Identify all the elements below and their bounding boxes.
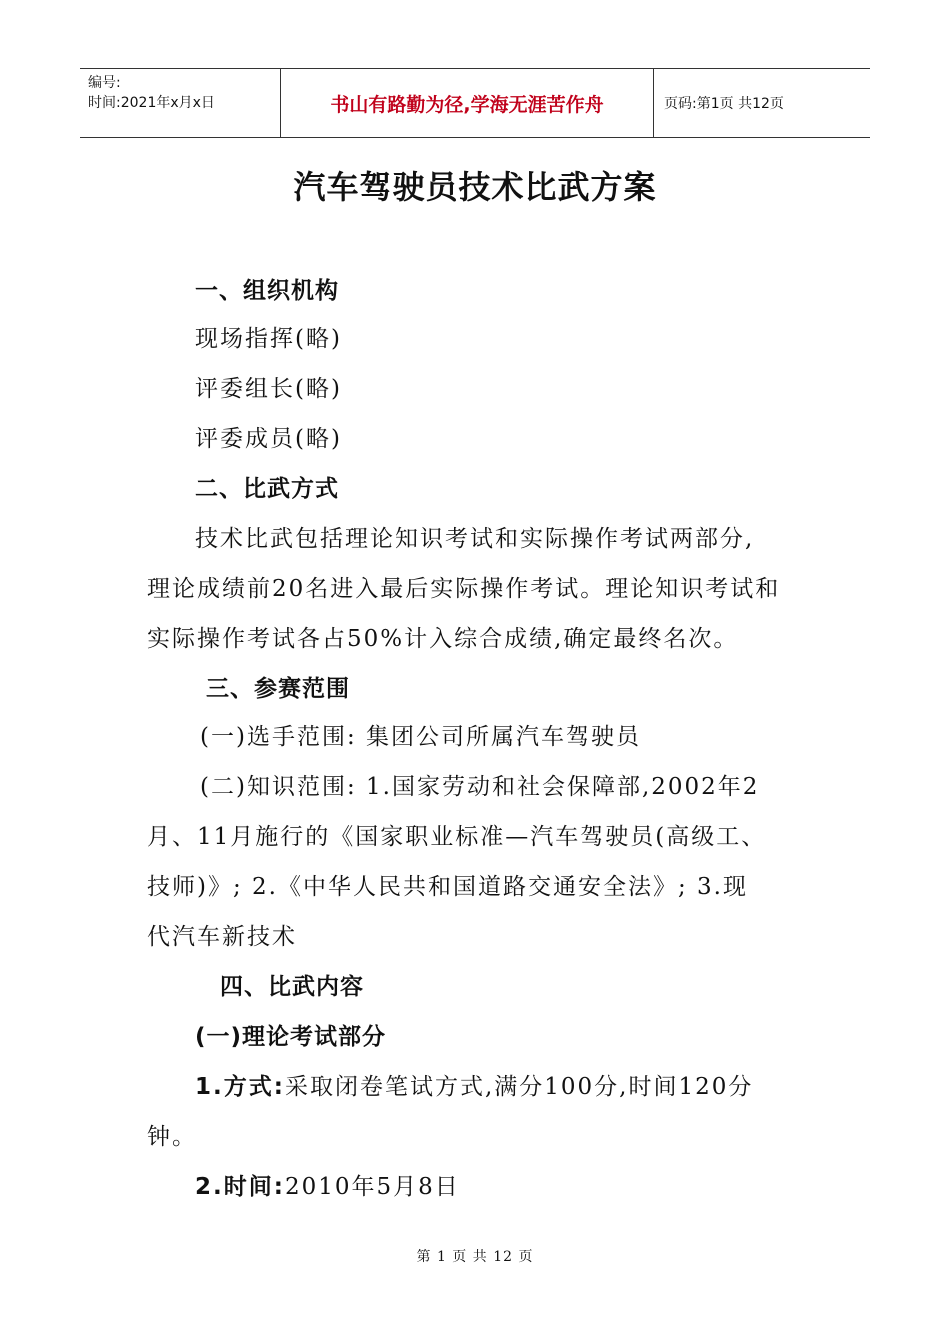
document-number-label: 编号: [88,75,121,91]
document-title: 汽车驾驶员技术比武方案 [293,168,657,206]
paragraph-line: 代汽车新技术 [147,924,297,950]
header-motto: 书山有路勤为径,学海无涯苦作舟 [280,69,654,137]
paragraph-line: 技师)》; 2.《中华人民共和国道路交通安全法》; 3.现 [147,874,748,900]
paragraph-line [195,1068,753,1101]
item-text: 采取闭卷笔试方式,满分100分,时间120分 [284,1074,754,1100]
page-footer: 第 1 页 共 12 页 [416,1249,534,1265]
section-4-subheading: (一)理论考试部分 [195,1024,387,1050]
item-text: 2010年5月8日 [284,1174,460,1200]
paragraph-line: 钟。 [147,1124,197,1150]
paragraph-line: 技术比武包括理论知识考试和实际操作考试两部分, [195,526,755,552]
section-1-heading: 一、组织机构 [195,278,339,304]
item-label: 1.方式: [195,1074,285,1100]
document-date-label: 时间:2021年x月x日 [88,95,215,111]
section-4-heading: 四、比武内容 [220,974,364,1000]
section-1-item: 评委成员(略) [195,426,342,452]
section-1-item: 评委组长(略) [195,376,342,402]
paragraph-line: (一)选手范围: 集团公司所属汽车驾驶员 [200,724,642,750]
section-2-heading: 二、比武方式 [195,476,339,502]
header-meta [80,69,280,137]
paragraph-line [195,1168,460,1201]
paragraph-line: 月、11月施行的《国家职业标准—汽车驾驶员(高级工、 [147,824,767,850]
item-label: 2.时间: [195,1174,285,1200]
section-1-item: 现场指挥(略) [195,326,342,352]
paragraph-line: 理论成绩前20名进入最后实际操作考试。理论知识考试和 [147,576,781,602]
paragraph-line: (二)知识范围: 1.国家劳动和社会保障部,2002年2 [200,774,760,800]
section-3-heading: 三、参赛范围 [206,676,350,702]
document-header [80,68,870,138]
paragraph-line: 实际操作考试各占50%计入综合成绩,确定最终名次。 [147,626,739,652]
header-page-info: 页码:第1页 共12页 [664,96,784,112]
